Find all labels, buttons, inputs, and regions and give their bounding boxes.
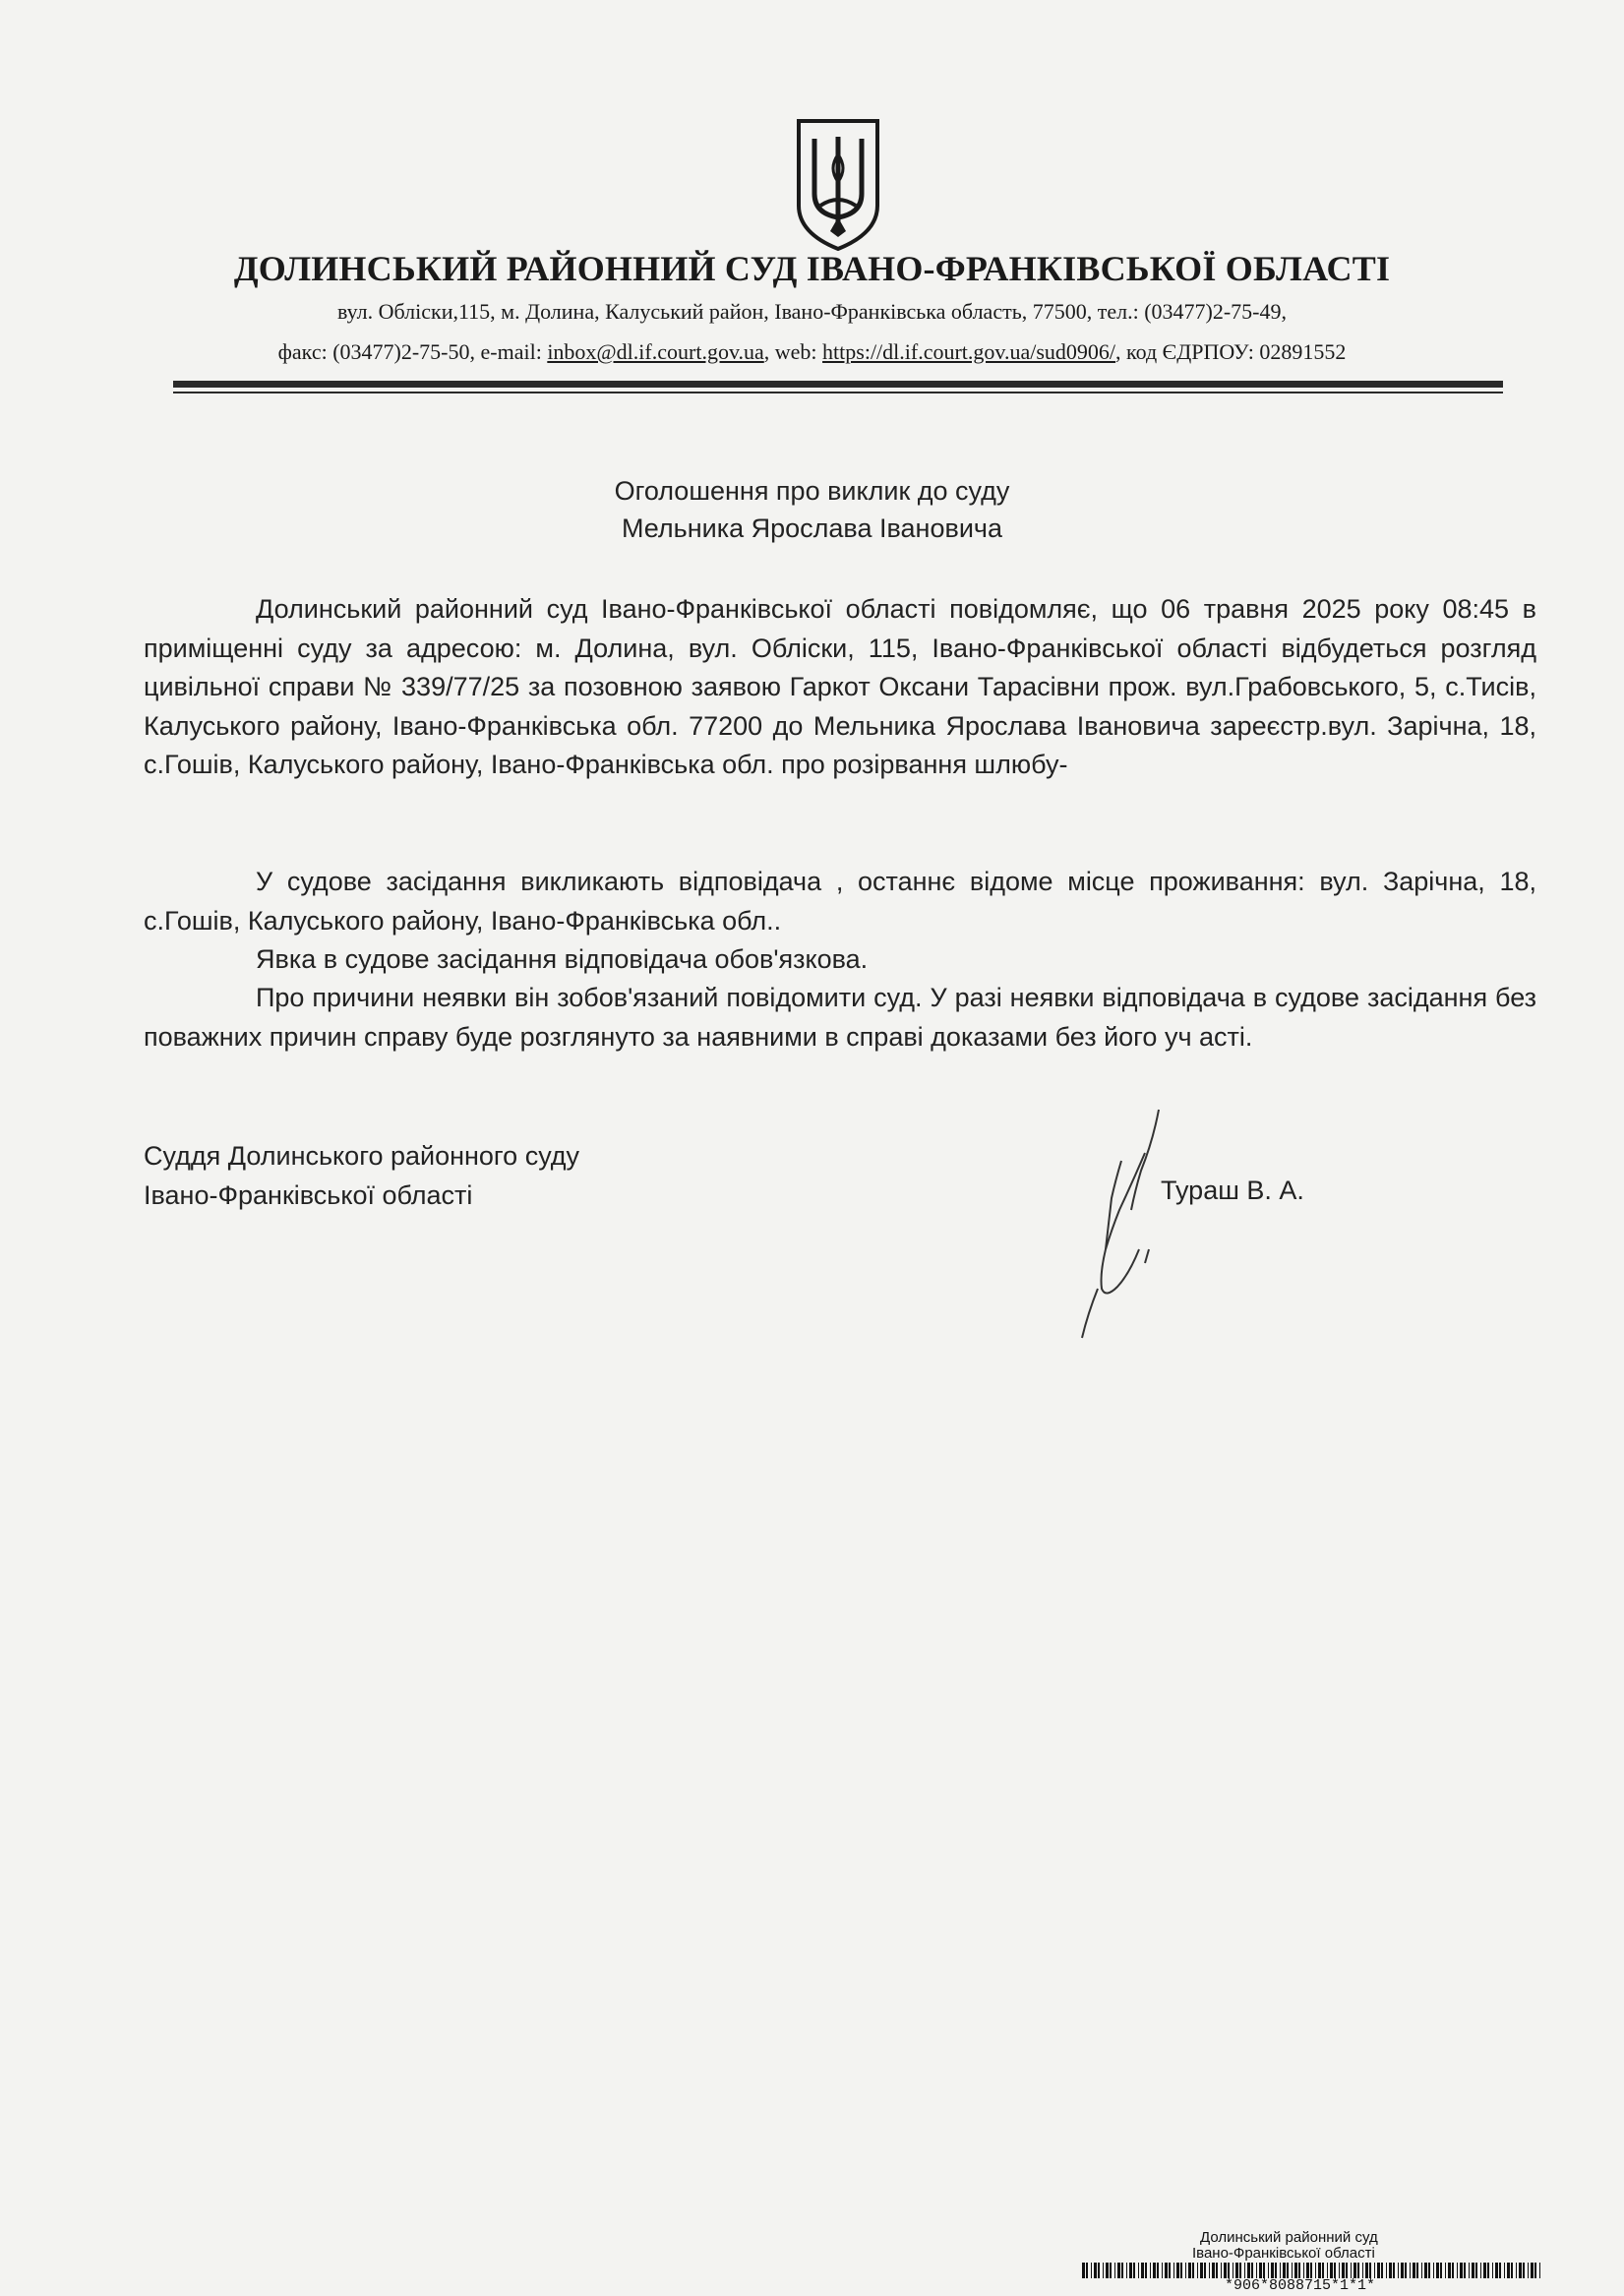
fax-label: факс: (03477)2-75-50, e-mail: <box>277 339 548 364</box>
barcode-bar <box>1381 2263 1383 2278</box>
barcode-bar <box>1464 2263 1466 2278</box>
barcode-bar <box>1523 2263 1525 2278</box>
barcode-bar <box>1516 2263 1517 2278</box>
barcode-bar <box>1150 2263 1151 2278</box>
barcode-bar <box>1351 2263 1352 2278</box>
barcode-bar <box>1315 2263 1316 2278</box>
barcode-bar <box>1224 2263 1227 2278</box>
barcode-bar <box>1133 2263 1135 2278</box>
header-divider-thick <box>173 381 1503 388</box>
barcode-bar <box>1298 2263 1300 2278</box>
barcode-bar <box>1275 2263 1277 2278</box>
barcode-bar <box>1369 2263 1371 2278</box>
barcode-bar <box>1357 2263 1359 2278</box>
barcode-bar <box>1126 2263 1127 2278</box>
barcode-bar <box>1401 2263 1404 2278</box>
barcode-bar <box>1173 2263 1174 2278</box>
barcode-bar <box>1294 2263 1297 2278</box>
barcode-bar <box>1157 2263 1159 2278</box>
barcode-bar <box>1475 2263 1477 2278</box>
court-contacts <box>0 339 1624 365</box>
barcode-bar <box>1327 2263 1328 2278</box>
barcode-bar <box>1239 2263 1241 2278</box>
barcode-bar <box>1283 2263 1286 2278</box>
coat-of-arms-icon <box>791 115 885 253</box>
barcode-bar <box>1531 2263 1534 2278</box>
barcode-bar <box>1082 2263 1085 2278</box>
barcode-bar <box>1103 2263 1104 2278</box>
barcode-bar <box>1153 2263 1156 2278</box>
barcode-bar <box>1106 2263 1109 2278</box>
email-link[interactable]: inbox@dl.if.court.gov.ua <box>547 339 764 364</box>
court-address: вул. Обліски,115, м. Долина, Калуський район, Івано-Франківська область, 77500, тел.: (03477)2-75-49, <box>336 299 1288 324</box>
barcode-bar <box>1110 2263 1112 2278</box>
judge-position-line2: Івано-Франківської області <box>144 1180 473 1210</box>
barcode-bar <box>1398 2263 1399 2278</box>
barcode-bar <box>1117 2263 1120 2278</box>
barcode-bar <box>1141 2263 1144 2278</box>
barcode-bar <box>1114 2263 1115 2278</box>
barcode-bar <box>1086 2263 1088 2278</box>
barcode-bar <box>1507 2263 1510 2278</box>
barcode-bar <box>1440 2263 1442 2278</box>
barcode-bar <box>1539 2263 1540 2278</box>
barcode-bar <box>1200 2263 1203 2278</box>
barcode-bar <box>1362 2263 1363 2278</box>
web-label: , web: <box>763 339 823 364</box>
barcode-bar <box>1374 2263 1375 2278</box>
barcode-bar <box>1235 2263 1238 2278</box>
barcode-bar <box>1445 2263 1446 2278</box>
barcode-bar <box>1322 2263 1324 2278</box>
barcode-bar <box>1499 2263 1501 2278</box>
barcode-bar <box>1162 2263 1163 2278</box>
barcode-bar <box>1353 2263 1356 2278</box>
barcode-bar <box>1192 2263 1194 2278</box>
notice-paragraph-hearing: Долинський районний суд Івано-Франківської області повідомляє, що 06 травня 2025 року 08:45 в приміщенні суду за адресою: м. Долина, вул. Обліски, 115, Івано-Франківської області відбудеться розгляд цивільної справи № 339/77/25 за позовною заявою Гаркот Оксани Тарасівни прож. вул.Грабовського, 5, с.Тисів, Калуського району, Івано-Франківська обл. 77200 до Мельника Ярослава Івановича зареєстр.вул. Зарічна, 18, с.Гошів, Калуського району, Івано-Франківська обл. про розірвання шлюбу- <box>144 594 1536 779</box>
barcode-bar <box>1098 2263 1100 2278</box>
barcode-bar <box>1256 2263 1257 2278</box>
barcode-bar <box>1247 2263 1250 2278</box>
barcode-bar <box>1334 2263 1336 2278</box>
barcode-bar <box>1433 2263 1434 2278</box>
notice-paragraph-attendance: Явка в судове засідання відповідача обов'язкова. <box>256 944 869 974</box>
barcode-bar <box>1292 2263 1293 2278</box>
barcode-bar <box>1342 2263 1345 2278</box>
barcode-bar <box>1469 2263 1470 2278</box>
barcode-bar <box>1216 2263 1218 2278</box>
barcode-bar <box>1268 2263 1269 2278</box>
header-divider-thin <box>173 392 1503 393</box>
stamp-court-line: Долинський районний суд <box>1200 2229 1378 2246</box>
court-name: ДОЛИНСЬКИЙ РАЙОННИЙ СУД ІВАНО-ФРАНКІВСЬКОЇ ОБЛАСТІ <box>233 249 1391 288</box>
website-link[interactable]: https://dl.if.court.gov.ua/sud0906/ <box>822 339 1116 364</box>
notice-paragraph-absence: Про причини неявки він зобов'язаний повідомити суд. У разі неявки відповідача в судове засідання без поважних причин справу буде розглянуто за наявними в справі доказами без його уч асті. <box>144 983 1536 1052</box>
barcode-bar <box>1204 2263 1206 2278</box>
barcode-bar <box>1472 2263 1474 2278</box>
barcode-icon <box>1082 2263 1544 2278</box>
barcode-bar <box>1410 2263 1411 2278</box>
barcode-bar <box>1389 2263 1392 2278</box>
judge-name: Тураш В. А. <box>1161 1176 1304 1205</box>
barcode-bar <box>1145 2263 1147 2278</box>
barcode-bar <box>1259 2263 1262 2278</box>
barcode-bar <box>1271 2263 1274 2278</box>
barcode-bar <box>1176 2263 1179 2278</box>
barcode-bar <box>1330 2263 1333 2278</box>
stamp-region-line: Івано-Франківської області <box>1192 2245 1375 2262</box>
barcode-bar <box>1480 2263 1481 2278</box>
barcode-bar <box>1129 2263 1132 2278</box>
barcode-bar <box>1346 2263 1348 2278</box>
barcode-bar <box>1534 2263 1536 2278</box>
barcode-bar <box>1209 2263 1210 2278</box>
barcode-bar <box>1287 2263 1289 2278</box>
barcode-bar <box>1483 2263 1486 2278</box>
barcode-bar <box>1519 2263 1522 2278</box>
barcode-bar <box>1263 2263 1265 2278</box>
barcode-bar <box>1424 2263 1427 2278</box>
barcode-bar <box>1221 2263 1222 2278</box>
barcode-bar <box>1377 2263 1380 2278</box>
barcode-bar <box>1365 2263 1368 2278</box>
barcode-bar <box>1244 2263 1245 2278</box>
barcode-bar <box>1228 2263 1230 2278</box>
barcode-bar <box>1428 2263 1430 2278</box>
barcode-bar <box>1197 2263 1198 2278</box>
barcode-bar <box>1386 2263 1387 2278</box>
barcode-bar <box>1405 2263 1407 2278</box>
notice-title: Оголошення про виклик до суду <box>614 476 1010 506</box>
barcode-bar <box>1303 2263 1304 2278</box>
barcode-bar <box>1306 2263 1309 2278</box>
barcode-bar <box>1460 2263 1463 2278</box>
barcode-bar <box>1169 2263 1171 2278</box>
judge-position <box>144 1136 579 1215</box>
barcode-bar <box>1511 2263 1513 2278</box>
barcode-bar <box>1212 2263 1215 2278</box>
barcode-bar <box>1121 2263 1123 2278</box>
barcode-bar <box>1280 2263 1281 2278</box>
notice-person: Мельника Ярослава Івановича <box>621 514 1002 543</box>
barcode-bar <box>1452 2263 1454 2278</box>
barcode-bar <box>1528 2263 1529 2278</box>
barcode-bar <box>1251 2263 1253 2278</box>
judge-position-line1: Суддя Долинського районного суду <box>144 1141 580 1171</box>
notice-paragraph-summons: У судове засідання викликають відповідача , останнє відоме місце проживання: вул. Зарічна, 18, с.Гошів, Калуського району, Івано-Франківська обл.. <box>144 867 1536 936</box>
barcode-bar <box>1416 2263 1418 2278</box>
barcode-bar <box>1094 2263 1097 2278</box>
barcode-bar <box>1185 2263 1186 2278</box>
barcode-bar <box>1487 2263 1489 2278</box>
barcode-bar <box>1091 2263 1092 2278</box>
barcode-bar <box>1339 2263 1340 2278</box>
barcode-bar <box>1138 2263 1139 2278</box>
barcode-bar <box>1180 2263 1182 2278</box>
barcode-bar <box>1448 2263 1451 2278</box>
barcode-bar <box>1492 2263 1493 2278</box>
barcode-bar <box>1436 2263 1439 2278</box>
barcode-bar <box>1318 2263 1321 2278</box>
barcode-bar <box>1310 2263 1312 2278</box>
barcode-bar <box>1165 2263 1168 2278</box>
barcode-bar <box>1421 2263 1422 2278</box>
barcode-bar <box>1188 2263 1191 2278</box>
barcode-bar <box>1457 2263 1458 2278</box>
barcode-bar <box>1393 2263 1395 2278</box>
barcode-bar <box>1495 2263 1498 2278</box>
edrpou-code: , код ЄДРПОУ: 02891552 <box>1115 339 1347 364</box>
barcode-bar <box>1504 2263 1505 2278</box>
stamp-code: *906*8088715*1*1* <box>1225 2277 1376 2294</box>
handwritten-signature <box>1062 1102 1171 1348</box>
barcode-bar <box>1413 2263 1415 2278</box>
